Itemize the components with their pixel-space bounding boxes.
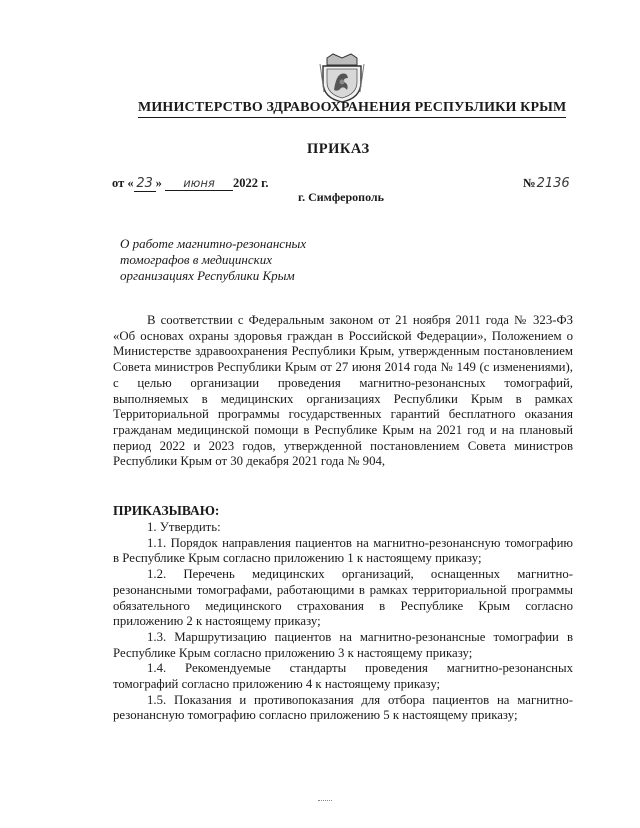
handwritten-number: 2136 xyxy=(536,176,570,191)
city: г. Симферополь xyxy=(298,190,384,204)
order-subject: О работе магнитно-резонансных томографов в медицинских организациях Республики Крым xyxy=(120,236,307,283)
date-prefix: от « xyxy=(112,176,134,190)
order-number xyxy=(523,176,570,191)
list-item: 1. Утвердить: xyxy=(147,520,221,534)
order-date xyxy=(112,176,269,192)
ministry-heading: МИНИСТЕРСТВО ЗДРАВООХРАНЕНИЯ РЕСПУБЛИКИ КРЫМ xyxy=(138,100,566,118)
preamble-paragraph: В соответствии с Федеральным законом от 21 ноября 2011 года № 323-ФЗ «Об основах охраны здоровья граждан в Российской Федерации», Положением о Министерстве здравоохранения Республики Крым, утвержденным постановлением Совета министров Республики Крым от 27 июня 2014 года № 149 (с изменениями), с целью организации проведения магнитно-резонансных томографий, выполняемых в медицинских организациях Республики Крым в рамках Территориальной программы государственных гарантий бесплатного оказания гражданам медицинской помощи в Республике Крым на 2021 год и на плановый период 2022 и 2023 годов, утвержденной постановлением Совета министров Республики Крым от 30 декабря 2021 года № 904, xyxy=(113,313,573,469)
handwritten-month: июня xyxy=(165,176,233,191)
handwritten-day: 23 xyxy=(134,176,156,192)
date-year: 2022 г. xyxy=(232,176,269,190)
list-item: 1.2. Перечень медицинских организаций, оснащенных магнитно-резонансными томографами, работающими в рамках территориальной программы обязательного медицинского страхования в Республике Крым согласно приложению 2 к настоящему приказу; xyxy=(113,567,573,629)
list-item: 1.3. Маршрутизацию пациентов на магнитно-резонансные томографии в Республике Крым согласно приложению 3 к настоящему приказу; xyxy=(113,629,573,660)
date-mid: » xyxy=(155,176,162,190)
list-item: 1.4. Рекомендуемые стандарты проведения магнитно-резонансных томографий согласно приложению 4 к настоящему приказу; xyxy=(113,661,573,692)
crimea-coat-of-arms-icon xyxy=(319,52,365,104)
page-mark xyxy=(318,800,332,802)
list-item: 1.5. Показания и противопоказания для отбора пациентов на магнитно-резонансную томографию согласно приложению 5 к настоящему приказу; xyxy=(113,692,573,723)
number-prefix: № xyxy=(523,176,536,190)
order-items xyxy=(113,520,573,724)
order-heading: ПРИКАЗЫВАЮ: xyxy=(113,503,220,518)
list-item: 1.1. Порядок направления пациентов на магнитно-резонансную томографию в Республике Крым согласно приложению 1 к настоящему приказу; xyxy=(113,535,573,566)
document-title: ПРИКАЗ xyxy=(307,141,370,157)
